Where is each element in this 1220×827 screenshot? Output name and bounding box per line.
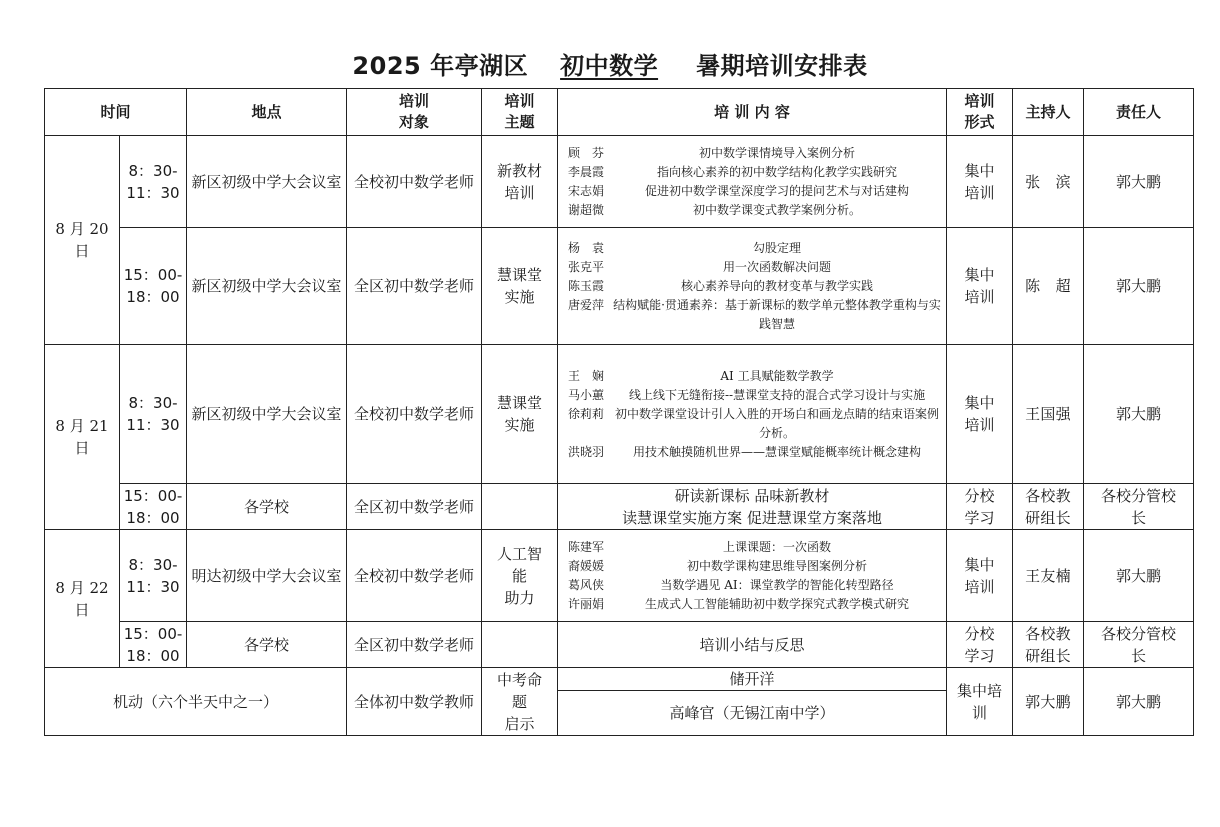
responsible-cell [1084, 622, 1194, 668]
form-cell [947, 136, 1013, 228]
cell-line: 集中培 [957, 681, 1003, 700]
header-place: 地点 [187, 89, 347, 136]
title-suffix: 暑期培训安排表 [696, 52, 868, 80]
cell-line: 长 [1131, 508, 1147, 527]
responsible-cell [1084, 228, 1194, 345]
session-row [45, 530, 1194, 622]
cell-line: 郭大鹏 [1116, 566, 1162, 585]
speaker-topic: 初中数学课堂设计引人入胜的开场白和画龙点睛的结束语案例分析。 [615, 406, 940, 440]
content-line: 研读新课标 品味新教材 [674, 486, 830, 505]
content-cell [558, 136, 947, 228]
header-line: 对象 [399, 113, 430, 131]
cell-line: 实施 [504, 416, 535, 434]
header-line: 主题 [504, 113, 535, 131]
time-line: 18：00 [126, 508, 180, 527]
speaker-topic: 结构赋能·贯通素养：基于新课标的数学单元整体教学重构与实践智慧 [613, 297, 941, 331]
flex-host-cell: 郭大鹏 [1013, 668, 1084, 736]
time-cell [120, 484, 187, 530]
flex-row [45, 668, 1194, 691]
speaker-name: 顾 芬 [568, 145, 605, 160]
cell-line: 长 [1131, 646, 1147, 665]
time-line: 15：00- [123, 624, 183, 643]
cell-line: 王友楠 [1025, 566, 1071, 585]
speaker-topic: AI 工具赋能数学教学 [720, 368, 834, 383]
training-item [561, 182, 943, 201]
theme-cell [482, 345, 558, 484]
audience-cell: 全校初中数学老师 [347, 136, 482, 228]
cell-line: 实施 [504, 288, 535, 306]
cell-line: 郭大鹏 [1116, 172, 1162, 191]
audience-cell: 全校初中数学老师 [347, 530, 482, 622]
time-line: 8：30- [128, 161, 178, 180]
host-cell [1013, 228, 1084, 345]
header-form [947, 89, 1013, 136]
header-row [45, 89, 1194, 136]
training-item [561, 277, 943, 296]
cell-line: 集中 [964, 266, 995, 284]
training-item [561, 201, 943, 220]
session-row [45, 345, 1194, 484]
cell-line: 王国强 [1025, 405, 1071, 423]
training-item [561, 144, 943, 163]
theme-cell [482, 136, 558, 228]
cell-line: 郭大鹏 [1116, 405, 1162, 423]
session-row [45, 484, 1194, 530]
theme-cell [482, 622, 558, 668]
training-item [561, 386, 943, 405]
time-line: 15：00- [123, 266, 183, 284]
flex-form-cell [947, 668, 1013, 736]
time-line: 11：30 [126, 183, 180, 202]
header-theme [482, 89, 558, 136]
training-item [561, 367, 943, 386]
cell-line: 学习 [964, 646, 995, 665]
cell-line: 能 [512, 566, 528, 585]
speaker-name: 谢超微 [568, 202, 605, 217]
flex-responsible-cell: 郭大鹏 [1084, 668, 1194, 736]
training-item [561, 239, 943, 258]
audience-cell: 全校初中数学老师 [347, 345, 482, 484]
time-cell [120, 622, 187, 668]
audience-cell: 全区初中数学老师 [347, 622, 482, 668]
cell-line: 人工智 [497, 544, 543, 563]
session-row [45, 622, 1194, 668]
content-line: 读慧课堂实施方案 促进慧课堂方案落地 [622, 508, 882, 527]
cell-line: 题 [512, 692, 528, 711]
cell-line: 中考命 [497, 670, 543, 689]
cell-line: 培训 [504, 183, 535, 202]
time-line: 11：30 [126, 577, 180, 596]
speaker-topic: 核心素养导向的教材变革与教学实践 [681, 278, 874, 293]
header-line: 培训 [399, 92, 430, 110]
training-item [561, 595, 943, 614]
cell-line: 慧课堂 [497, 394, 543, 412]
speaker-name: 李晨霞 [568, 164, 605, 179]
cell-line: 分校 [964, 624, 995, 643]
flex-audience-cell: 全体初中数学教师 [347, 668, 482, 736]
header-content: 培 训 内 容 [558, 89, 947, 136]
training-item [561, 163, 943, 182]
title-subject: 初中数学 [560, 52, 659, 80]
speaker-name: 徐莉莉 [568, 406, 605, 421]
cell-line: 陈 超 [1025, 277, 1071, 295]
speaker-topic: 勾股定理 [753, 240, 802, 255]
speaker-topic: 初中数学课情境导入案例分析 [699, 145, 856, 160]
speaker-topic: 线上线下无缝衔接--慧课堂支持的混合式学习设计与实施 [628, 387, 926, 402]
cell-line: 集中 [964, 161, 995, 180]
form-cell [947, 484, 1013, 530]
place-cell: 新区初级中学大会议室 [187, 228, 347, 345]
flex-speaker-cell: 储开洋 [558, 668, 947, 691]
theme-cell [482, 484, 558, 530]
session-row [45, 136, 1194, 228]
form-cell [947, 345, 1013, 484]
speaker-topic: 指向核心素养的初中数学结构化教学实践研究 [657, 164, 898, 179]
flex-speaker-cell: 高峰官（无锡江南中学） [558, 691, 947, 736]
cell-line: 培训 [964, 288, 995, 306]
training-item [561, 258, 943, 277]
responsible-cell [1084, 345, 1194, 484]
speaker-name: 张克平 [568, 259, 605, 274]
training-item [561, 296, 943, 334]
cell-line: 慧课堂 [497, 266, 543, 284]
header-host: 主持人 [1013, 89, 1084, 136]
content-cell [558, 345, 947, 484]
header-line: 培训 [964, 92, 995, 110]
training-item [561, 576, 943, 595]
speaker-topic: 生成式人工智能辅助初中数学探究式教学模式研究 [645, 596, 910, 611]
page-title [0, 48, 1220, 84]
cell-line: 集中 [964, 394, 995, 412]
cell-line: 各校教 [1025, 624, 1071, 643]
speaker-name: 王 娴 [568, 368, 605, 383]
theme-cell [482, 228, 558, 345]
schedule-table [44, 88, 1194, 736]
content-cell [558, 622, 947, 668]
place-cell: 各学校 [187, 622, 347, 668]
host-cell [1013, 136, 1084, 228]
content-line: 培训小结与反思 [699, 635, 805, 654]
speaker-name: 陈建军 [568, 539, 605, 554]
time-line: 18：00 [126, 646, 180, 665]
audience-cell: 全区初中数学老师 [347, 228, 482, 345]
flex-theme-cell [482, 668, 558, 736]
cell-line: 助力 [504, 588, 535, 607]
speaker-name: 许丽娟 [568, 596, 605, 611]
time-line: 8：30- [128, 555, 178, 574]
time-line: 11：30 [126, 416, 180, 434]
host-cell [1013, 484, 1084, 530]
speaker-topic: 用技术触摸随机世界——慧课堂赋能概率统计概念建构 [633, 444, 922, 459]
theme-cell [482, 530, 558, 622]
training-item [561, 405, 943, 443]
cell-line: 新教材 [497, 161, 543, 180]
audience-cell: 全区初中数学老师 [347, 484, 482, 530]
content-cell [558, 530, 947, 622]
speaker-topic: 当数学遇见 AI：课堂教学的智能化转型路径 [660, 577, 894, 592]
time-line: 18：00 [126, 288, 180, 306]
date-cell: 8 月 20 日 [45, 136, 120, 345]
cell-line: 郭大鹏 [1116, 277, 1162, 295]
form-cell [947, 228, 1013, 345]
speaker-topic: 初中数学课构建思维导图案例分析 [687, 558, 868, 573]
cell-line: 各校教 [1025, 486, 1071, 505]
form-cell [947, 530, 1013, 622]
time-line: 8：30- [128, 394, 178, 412]
header-line: 培训 [504, 92, 535, 110]
place-cell: 明达初级中学大会议室 [187, 530, 347, 622]
session-row [45, 228, 1194, 345]
cell-line: 培训 [964, 183, 995, 202]
speaker-name: 宋志娟 [568, 183, 605, 198]
speaker-topic: 上课课题：一次函数 [723, 539, 832, 554]
host-cell [1013, 622, 1084, 668]
speaker-name: 杨 袁 [568, 240, 605, 255]
speaker-name: 马小蕙 [568, 387, 605, 402]
content-cell [558, 484, 947, 530]
speaker-name: 洪晓羽 [568, 444, 605, 459]
training-item [561, 557, 943, 576]
speaker-topic: 初中数学课变式教学案例分析。 [693, 202, 862, 217]
form-cell [947, 622, 1013, 668]
cell-line: 训 [972, 703, 988, 722]
time-cell [120, 228, 187, 345]
cell-line: 研组长 [1025, 508, 1071, 527]
cell-line: 培训 [964, 577, 995, 596]
host-cell [1013, 345, 1084, 484]
header-line: 形式 [964, 113, 995, 131]
cell-line: 分校 [964, 486, 995, 505]
cell-line: 集中 [964, 555, 995, 574]
cell-line: 启示 [504, 714, 535, 733]
cell-line: 培训 [964, 416, 995, 434]
speaker-name: 裔媛媛 [568, 558, 605, 573]
header-responsible: 责任人 [1084, 89, 1194, 136]
time-cell [120, 136, 187, 228]
time-line: 15：00- [123, 486, 183, 505]
time-cell [120, 345, 187, 484]
date-cell: 8 月 22 日 [45, 530, 120, 668]
host-cell [1013, 530, 1084, 622]
cell-line: 各校分管校 [1101, 486, 1177, 505]
content-cell [558, 228, 947, 345]
flex-label-cell: 机动（六个半天中之一） [45, 668, 347, 736]
date-cell: 8 月 21 日 [45, 345, 120, 530]
speaker-name: 唐爱萍 [568, 297, 605, 312]
cell-line: 研组长 [1025, 646, 1071, 665]
cell-line: 张 滨 [1025, 172, 1071, 191]
place-cell: 新区初级中学大会议室 [187, 345, 347, 484]
speaker-name: 葛风侠 [568, 577, 605, 592]
cell-line: 各校分管校 [1101, 624, 1177, 643]
responsible-cell [1084, 530, 1194, 622]
header-time: 时间 [45, 89, 187, 136]
cell-line: 学习 [964, 508, 995, 527]
place-cell: 各学校 [187, 484, 347, 530]
title-prefix: 2025 年亭湖区 [352, 52, 529, 80]
training-item [561, 443, 943, 462]
responsible-cell [1084, 484, 1194, 530]
speaker-topic: 用一次函数解决问题 [723, 259, 832, 274]
speaker-topic: 促进初中数学课堂深度学习的提问艺术与对话建构 [645, 183, 910, 198]
training-item [561, 538, 943, 557]
responsible-cell [1084, 136, 1194, 228]
place-cell: 新区初级中学大会议室 [187, 136, 347, 228]
header-audience [347, 89, 482, 136]
speaker-name: 陈玉霞 [568, 278, 605, 293]
time-cell [120, 530, 187, 622]
